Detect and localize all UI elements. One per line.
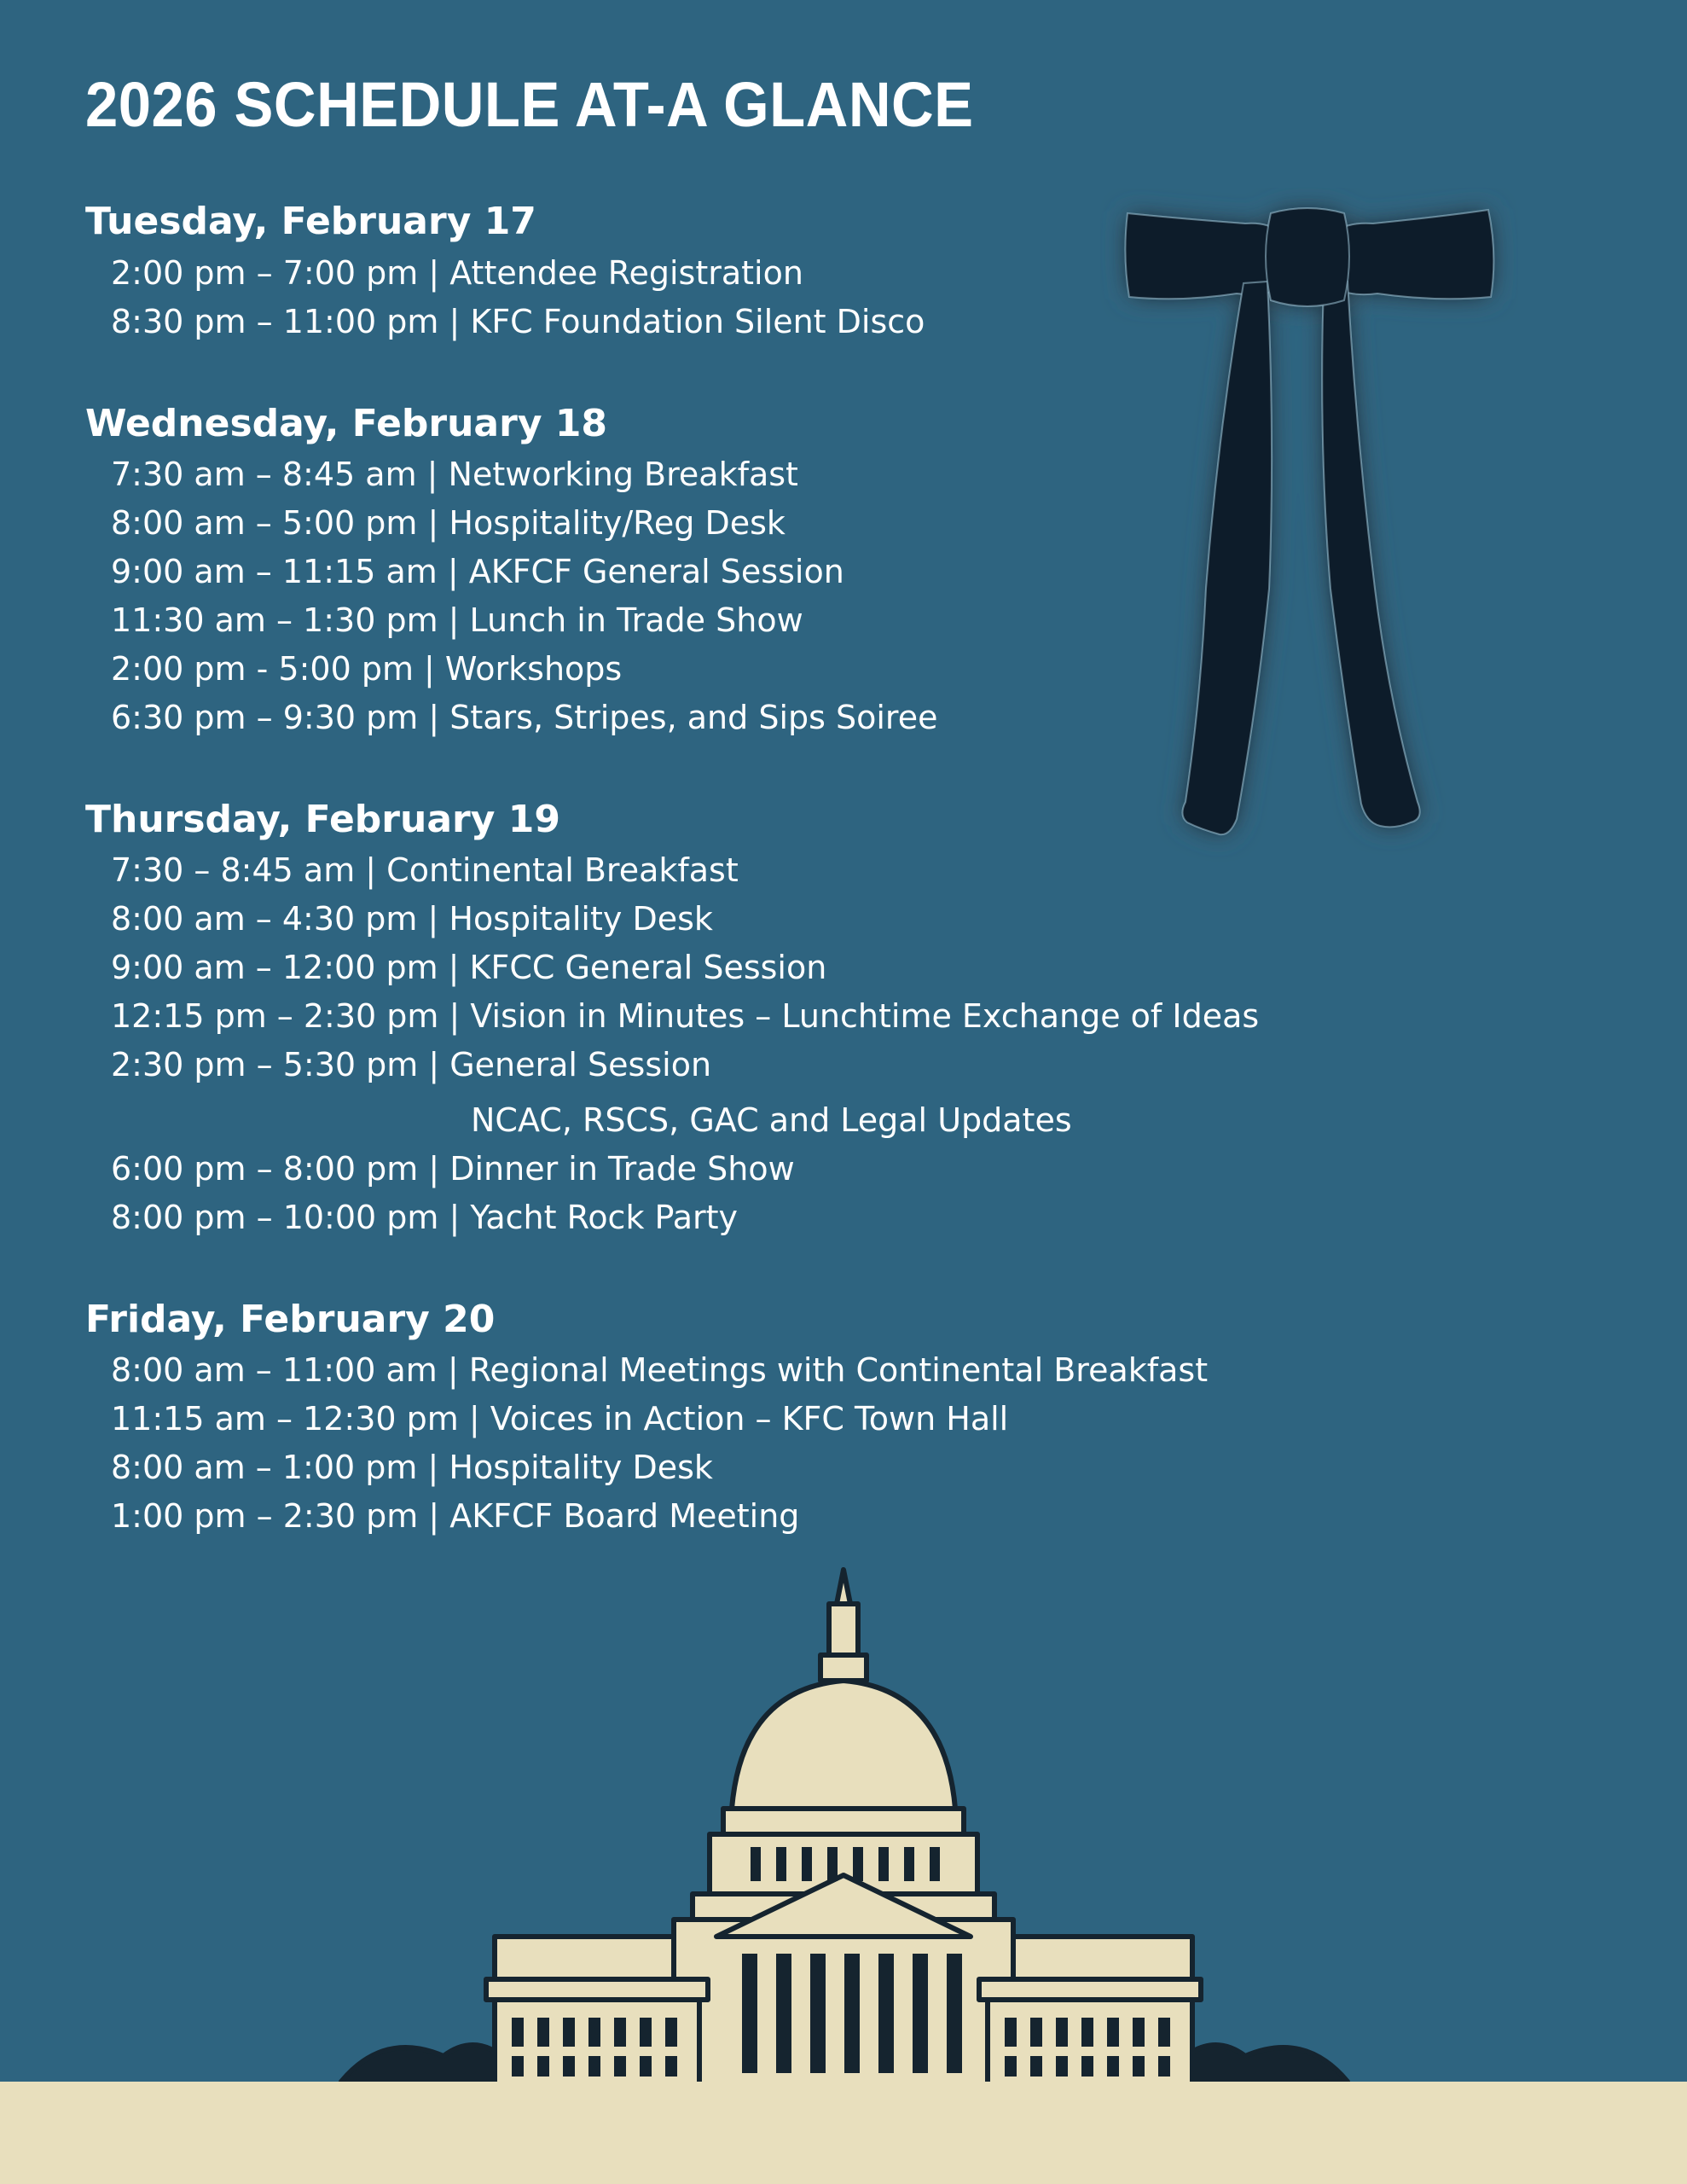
schedule-item: 2:00 pm – 7:00 pm | Attendee Registration: [111, 254, 803, 292]
schedule-item: 2:00 pm - 5:00 pm | Workshops: [111, 650, 623, 688]
schedule-item: 7:30 – 8:45 am | Continental Breakfast: [111, 851, 739, 889]
schedule-item: 6:30 pm – 9:30 pm | Stars, Stripes, and Sips Soiree: [111, 699, 938, 736]
schedule-item: 6:00 pm – 8:00 pm | Dinner in Trade Show: [111, 1150, 795, 1188]
schedule-item: 7:30 am – 8:45 am | Networking Breakfast: [111, 456, 798, 493]
day-heading-thursday: Thursday, February 19: [85, 798, 560, 841]
page-title: 2026 SCHEDULE AT-A GLANCE: [85, 69, 974, 140]
schedule-item: 11:15 am – 12:30 pm | Voices in Action – KFC Town Hall: [111, 1400, 1009, 1438]
schedule-item: 8:00 am – 5:00 pm | Hospitality/Reg Desk: [111, 504, 786, 542]
schedule-item: 8:00 am – 1:00 pm | Hospitality Desk: [111, 1449, 713, 1486]
schedule-item: 8:00 pm – 10:00 pm | Yacht Rock Party: [111, 1199, 739, 1236]
schedule-item: 2:30 pm – 5:30 pm | General Session: [111, 1046, 712, 1083]
schedule-item: 12:15 pm – 2:30 pm | Vision in Minutes – Lunchtime Exchange of Ideas: [111, 997, 1260, 1035]
schedule-item: 11:30 am – 1:30 pm | Lunch in Trade Show: [111, 601, 803, 639]
schedule-item: 9:00 am – 11:15 am | AKFCF General Session: [111, 553, 844, 590]
schedule-item-continuation: NCAC, RSCS, GAC and Legal Updates: [471, 1101, 1072, 1139]
capitol-building-illustration: [0, 1553, 1687, 2107]
day-heading-wednesday: Wednesday, February 18: [85, 402, 608, 445]
schedule-item: 1:00 pm – 2:30 pm | AKFCF Board Meeting: [111, 1497, 800, 1535]
schedule-item: 8:30 pm – 11:00 pm | KFC Foundation Silent Disco: [111, 303, 925, 340]
schedule-item: 8:00 am – 4:30 pm | Hospitality Desk: [111, 900, 713, 938]
schedule-item: 9:00 am – 12:00 pm | KFCC General Session: [111, 949, 827, 986]
ground-band: [0, 2082, 1687, 2184]
day-heading-tuesday: Tuesday, February 17: [85, 200, 536, 243]
schedule-item: 8:00 am – 11:00 am | Regional Meetings with Continental Breakfast: [111, 1351, 1209, 1389]
bow-illustration: [1100, 188, 1518, 870]
day-heading-friday: Friday, February 20: [85, 1298, 496, 1341]
